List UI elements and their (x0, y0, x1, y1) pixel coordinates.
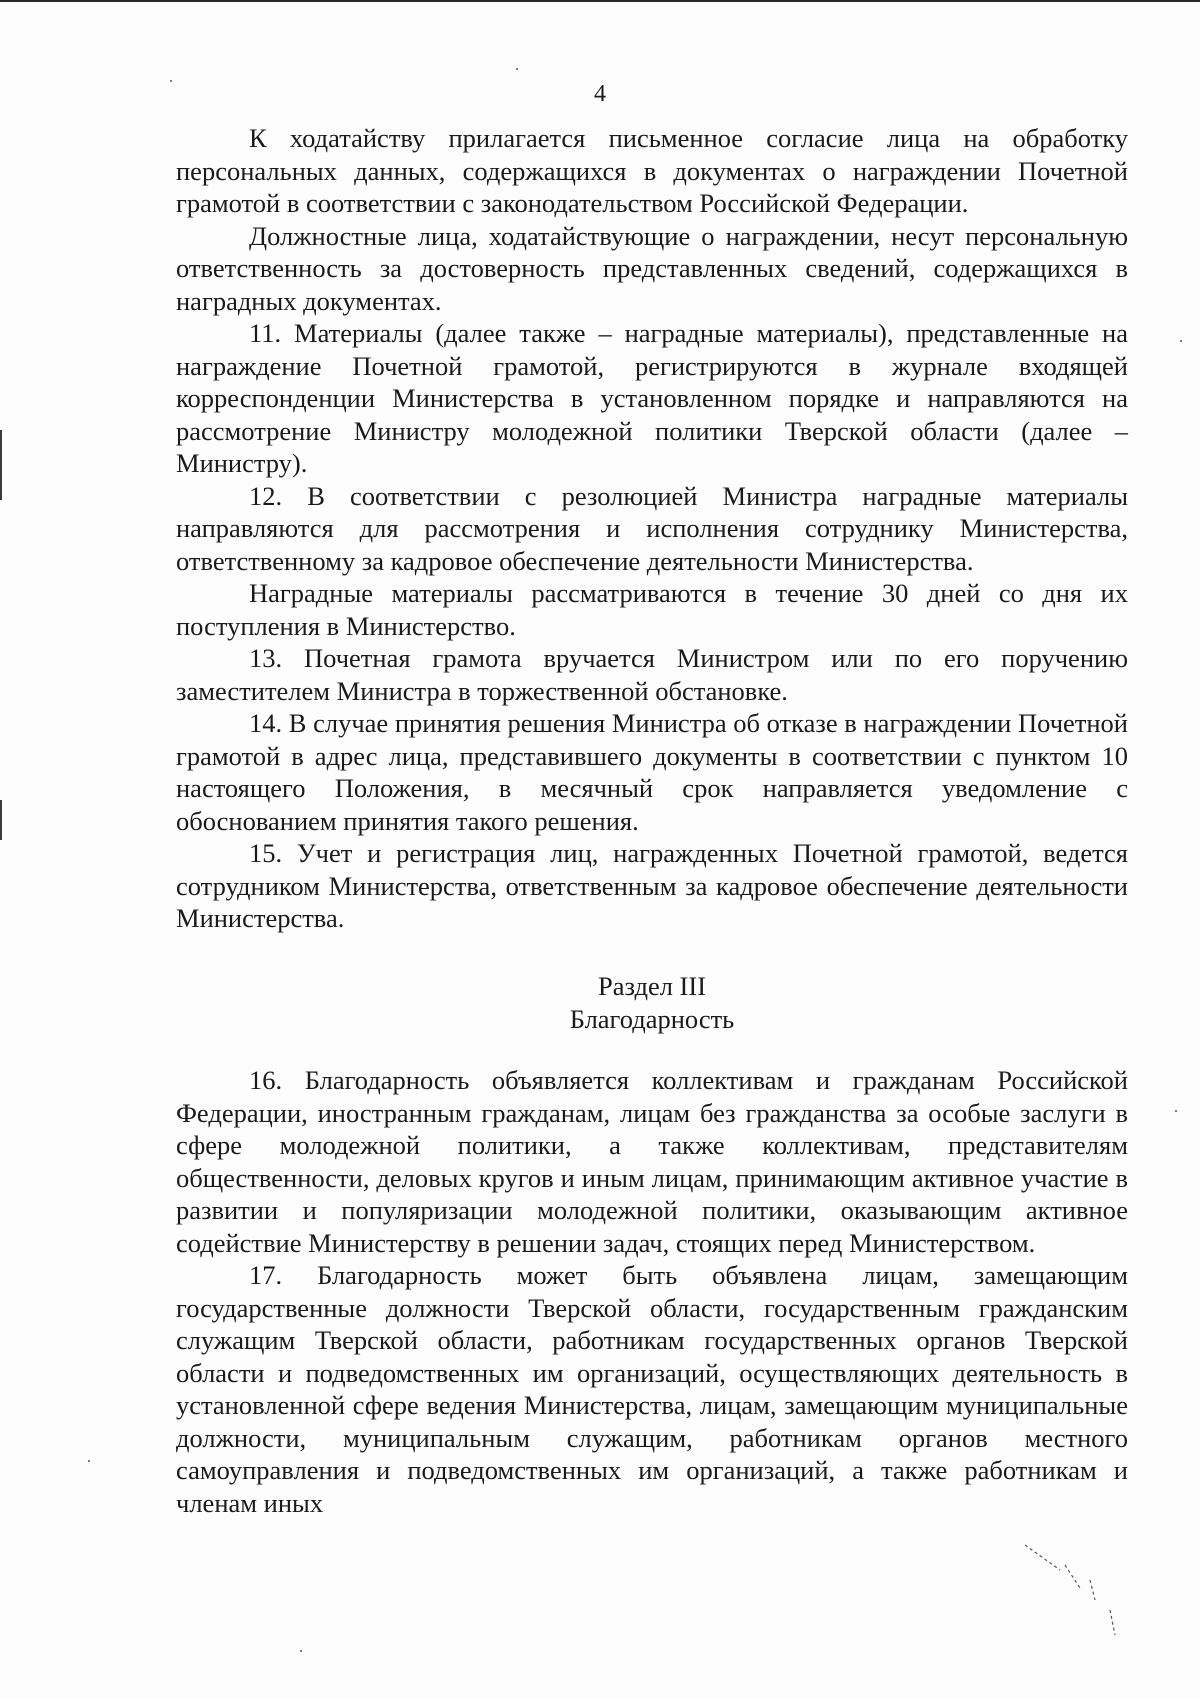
paragraph: 13. Почетная грамота вручается Министром или по его поручению заместителем Министра в торжественной обстановке. (176, 643, 1128, 706)
document-body-section-3 (176, 1064, 1128, 1519)
section-title: Благодарность (569, 1004, 735, 1034)
document-body (176, 122, 1128, 935)
paragraph: 15. Учет и регистрация лиц, награжденных Почетной грамотой, ведется сотрудником Министерства, ответственным за кадровое обеспечение деятельности Министерства. (176, 838, 1128, 933)
scan-speck (516, 68, 518, 70)
paragraph: К ходатайству прилагается письменное согласие лица на обработку персональных данных, содержащихся в документах о награждении Почетной грамотой в соответствии с законодательством Российской Федерации. (176, 123, 1128, 218)
paragraph: 12. В соответствии с резолюцией Министра наградные материалы направляются для рассмотрения и исполнения сотруднику Министерства, ответственному за кадровое обеспечение деятельности Министерства. (176, 480, 1128, 576)
scan-speck (1175, 1110, 1177, 1112)
paragraph: Должностные лица, ходатайствующие о награждении, несут персональную ответственность за достоверность представленных сведений, содержащихся в наградных документах. (176, 220, 1128, 316)
scan-top-edge (0, 0, 1200, 2)
scan-speck (170, 80, 172, 82)
paragraph: 16. Благодарность объявляется коллективам и гражданам Российской Федерации, иностранным гражданам, лицам без гражданства за особые заслуги в сфере молодежной политики, а также коллективам, представителям общественности, деловых кругов и иным лицам, принимающим активное участие в развитии и популяризации молодежной политики, оказывающим активное содействие Министерству в решении задач, стоящих перед Министерством. (176, 1065, 1128, 1258)
paragraph: 11. Материалы (далее также – наградные материалы), представленные на награждение Почетной грамотой, регистрируются в журнале входящей корреспонденции Министерства в установленном порядке и направляются на рассмотрение Министру молодежной политики Тверской области (далее – Министру). (176, 318, 1128, 478)
scan-left-mark (0, 430, 2, 500)
section-heading (176, 970, 1128, 1036)
paragraph: Наградные материалы рассматриваются в течение 30 дней со дня их поступления в Министерство. (176, 578, 1128, 641)
page-number: 4 (594, 81, 606, 107)
paragraph: 17. Благодарность может быть объявлена лицам, замещающим государственные должности Тверской области, государственным гражданским служащим Тверской области, работникам государственных органов Тверской области и подведомственных им организаций, осуществляющих деятельность в установленной сфере ведения Министерства, лицам, замещающим муниципальные должности, муниципальным служащим, работникам органов местного самоуправления и подведомственных им организаций, а также работникам и членам иных (176, 1260, 1128, 1518)
scan-speck (1180, 340, 1182, 342)
pen-scribble (1020, 1540, 1130, 1640)
scan-left-mark (0, 800, 2, 840)
scan-speck (88, 1460, 90, 1462)
scan-speck (300, 1650, 302, 1652)
paragraph: 14. В случае принятия решения Министра об отказе в награждении Почетной грамотой в адрес лица, представившего документы в соответствии с пунктом 10 настоящего Положения, в месячный срок направляется уведомление с обоснованием принятия такого решения. (176, 708, 1128, 836)
section-label: Раздел III (597, 971, 707, 1001)
